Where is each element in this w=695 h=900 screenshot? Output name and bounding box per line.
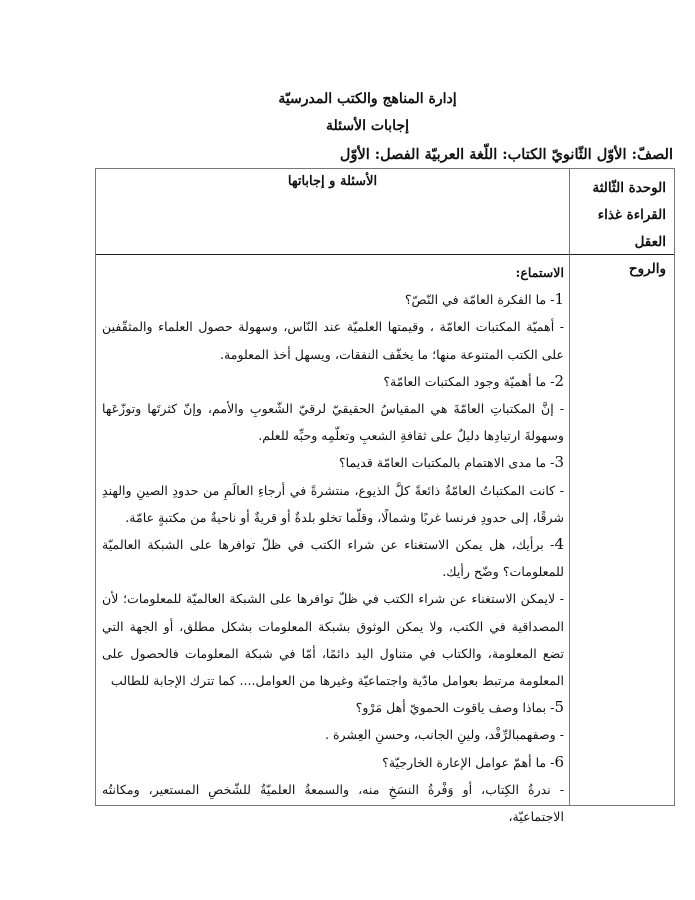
answer: - كانت المكتباتُ العامّةُ ذائعةً كلَّ الذيوع، منتشرةً في أرجاءِ العالَمِ من حدودِ الصينِ والهندِ شرقًا، إلى حدودِ فرنسا غربًا وشمالًا، وقلّما تخلو بلدةٌ أو قريةٌ أو ناحيةٌ من مكتبةٍ عامّة. xyxy=(102,482,564,525)
section-label: الاستماع: xyxy=(515,265,564,280)
question xyxy=(102,694,564,721)
question-number: 1 xyxy=(554,290,564,309)
question xyxy=(102,368,564,395)
question xyxy=(102,531,564,585)
question xyxy=(102,449,564,476)
questions-column-header: الأسئلة و إجاباتها xyxy=(287,174,378,189)
question-text: - ما مدى الاهتمام بالمكتبات العامّة قديما؟ xyxy=(338,455,555,471)
document-title: إدارة المناهج والكتب المدرسيّة xyxy=(278,91,457,107)
question-number: 4 xyxy=(554,535,564,554)
unit-line: والروح xyxy=(628,261,666,277)
column-divider xyxy=(569,169,570,805)
unit-line: القراءة غذاء العقل xyxy=(597,207,666,250)
document-subtitle: إجابات الأسئلة xyxy=(326,118,409,134)
answer: - وصفهمبالرِّفْد، ولينِ الجانب، وحسنِ العِشرة . xyxy=(324,727,564,743)
question-number: 3 xyxy=(554,453,564,472)
question-number: 6 xyxy=(554,752,564,771)
questions-answers-body xyxy=(102,259,564,830)
question-text: - ما أهميّة وجود المكتبات العامّة؟ xyxy=(383,373,555,389)
question-text: - ما الفكرة العامّة في النّصّ؟ xyxy=(404,292,555,308)
answer: - لايمكن الاستغناء عن شراء الكتب في ظلّ توافرها على الشبكة العالميّة للمعلومات؛ لأن المصداقية في الكتب، ولا يمكن الوثوق بشبكة المعلومات بشكل مطلق، أو الجهة التي تضع المعلومة، والكتاب في متناول اليد دائمًا، أمّا في شبكة المعلومات فالحصول على المعلومة مرتبط بعوامل مادّية واجتماعيّة وغيرها من العوامل.... كما تترك الإجابة للطالب xyxy=(102,591,564,689)
question-number: 5 xyxy=(554,698,564,717)
unit-cell xyxy=(571,175,666,283)
answer: - ندرةُ الكِتاب، أو وَفْرةُ النسَخِ منه، والسمعةُ العلميّةُ للشّخصِ المستعير، ومكانتُه الاجتماعيّة، xyxy=(102,781,564,825)
question-text: - بماذا وصف ياقوت الحمويّ أهل مَرْو؟ xyxy=(355,700,555,716)
answers-table xyxy=(95,168,675,825)
class-book-chapter-line: الصفّ: الأوّل الثّانويّ الكتاب: اللّغة العربيّة الفصل: الأوّل xyxy=(339,146,673,163)
question-text: - برأيك، هل يمكن الاستغناء عن شراء الكتب في ظلّ توافرها على الشبكة العالميّة للمعلومات؟ وضّح رأيك. xyxy=(102,537,564,580)
answer: - إنَّ المكتباتِ العامّةَ هي المقياسُ الحقيقيّ لرقيّ الشّعوبِ والأمم، وإنّ كثرتَها وتوزّعَها وسهولةَ ارتيادِها دليلٌ على ثقافةِ الشعبِ وتعلّمِه وحبِّه للعلم. xyxy=(102,401,564,444)
question xyxy=(102,286,564,313)
answer: - أهميّة المكتبات العامّة ، وقيمتها العلميّة عند النّاس، وسهولة حصول العلماء والمثقّفين على الكتب المتنوعة منها؛ ما يخفّف النفقات، ويسهل أخذ المعلومة. xyxy=(102,319,564,362)
question xyxy=(102,749,564,776)
unit-line: الوحدة الثّالثة xyxy=(592,180,666,196)
question-number: 2 xyxy=(554,371,564,390)
question-text: - ما أهمّ عوامل الإعارة الخارجيّة؟ xyxy=(382,754,555,770)
